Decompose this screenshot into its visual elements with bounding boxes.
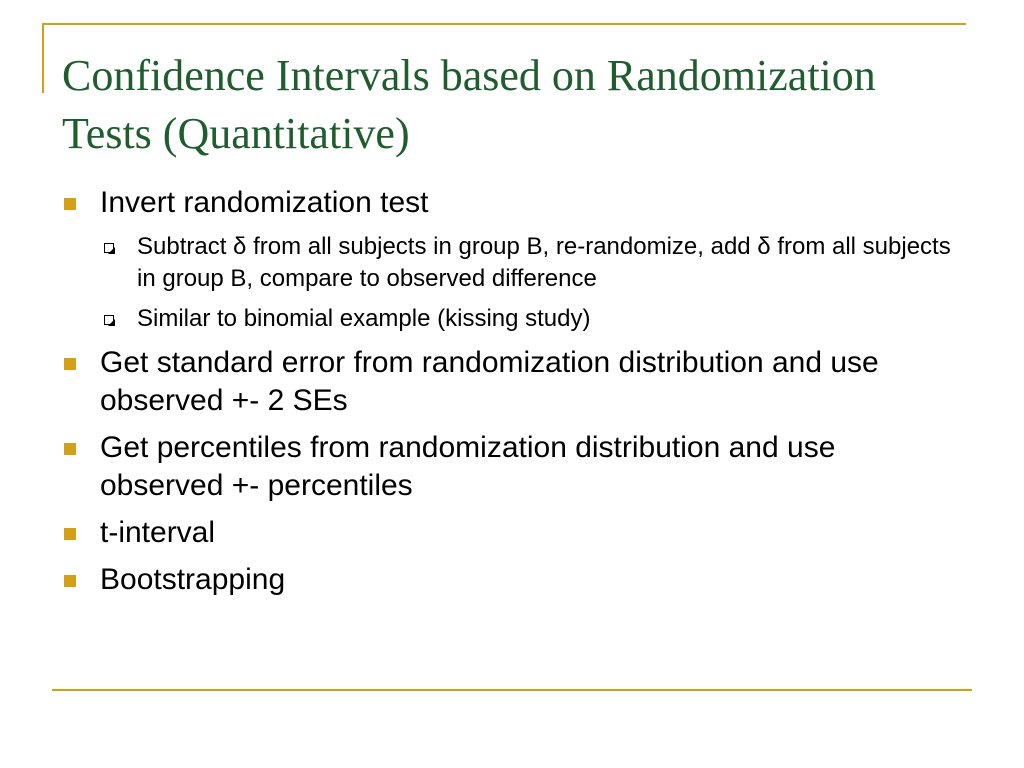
bullet-text: t-interval	[100, 516, 216, 549]
bullet-text: Get percentiles from randomization distribution and use observed +- percentiles	[100, 431, 836, 502]
top-border-line	[42, 23, 966, 25]
hollow-square-bullet-icon	[104, 315, 114, 325]
bullet-item-standard-error	[62, 344, 962, 420]
slide-title: Confidence Intervals based on Randomization Tests (Quantitative)	[62, 51, 876, 158]
bullet-text: Bootstrapping	[100, 563, 286, 596]
square-bullet-icon	[64, 443, 76, 455]
left-border-line	[42, 23, 44, 93]
bottom-border-line	[52, 689, 972, 691]
bullet-item-percentiles	[62, 429, 962, 505]
bullet-text: Invert randomization test	[100, 186, 429, 219]
sub-bullet-item-subtract	[62, 231, 962, 295]
sub-bullet-text: Similar to binomial example (kissing study)	[137, 305, 591, 332]
sub-bullet-item-similar	[62, 303, 962, 335]
square-bullet-icon	[64, 575, 76, 587]
sub-bullet-list	[62, 231, 962, 335]
sub-bullet-text: Subtract δ from all subjects in group B, re-randomize, add δ from all subjects in group B, compare to observed difference	[137, 233, 951, 292]
bullet-item-bootstrapping	[62, 561, 962, 599]
bullet-list	[62, 184, 962, 608]
bullet-text: Get standard error from randomization distribution and use observed +- 2 SEs	[100, 346, 879, 417]
hollow-square-bullet-icon	[104, 243, 114, 253]
square-bullet-icon	[64, 198, 76, 210]
bullet-item-invert	[62, 184, 962, 222]
square-bullet-icon	[64, 528, 76, 540]
bullet-item-t-interval	[62, 514, 962, 552]
square-bullet-icon	[64, 358, 76, 370]
